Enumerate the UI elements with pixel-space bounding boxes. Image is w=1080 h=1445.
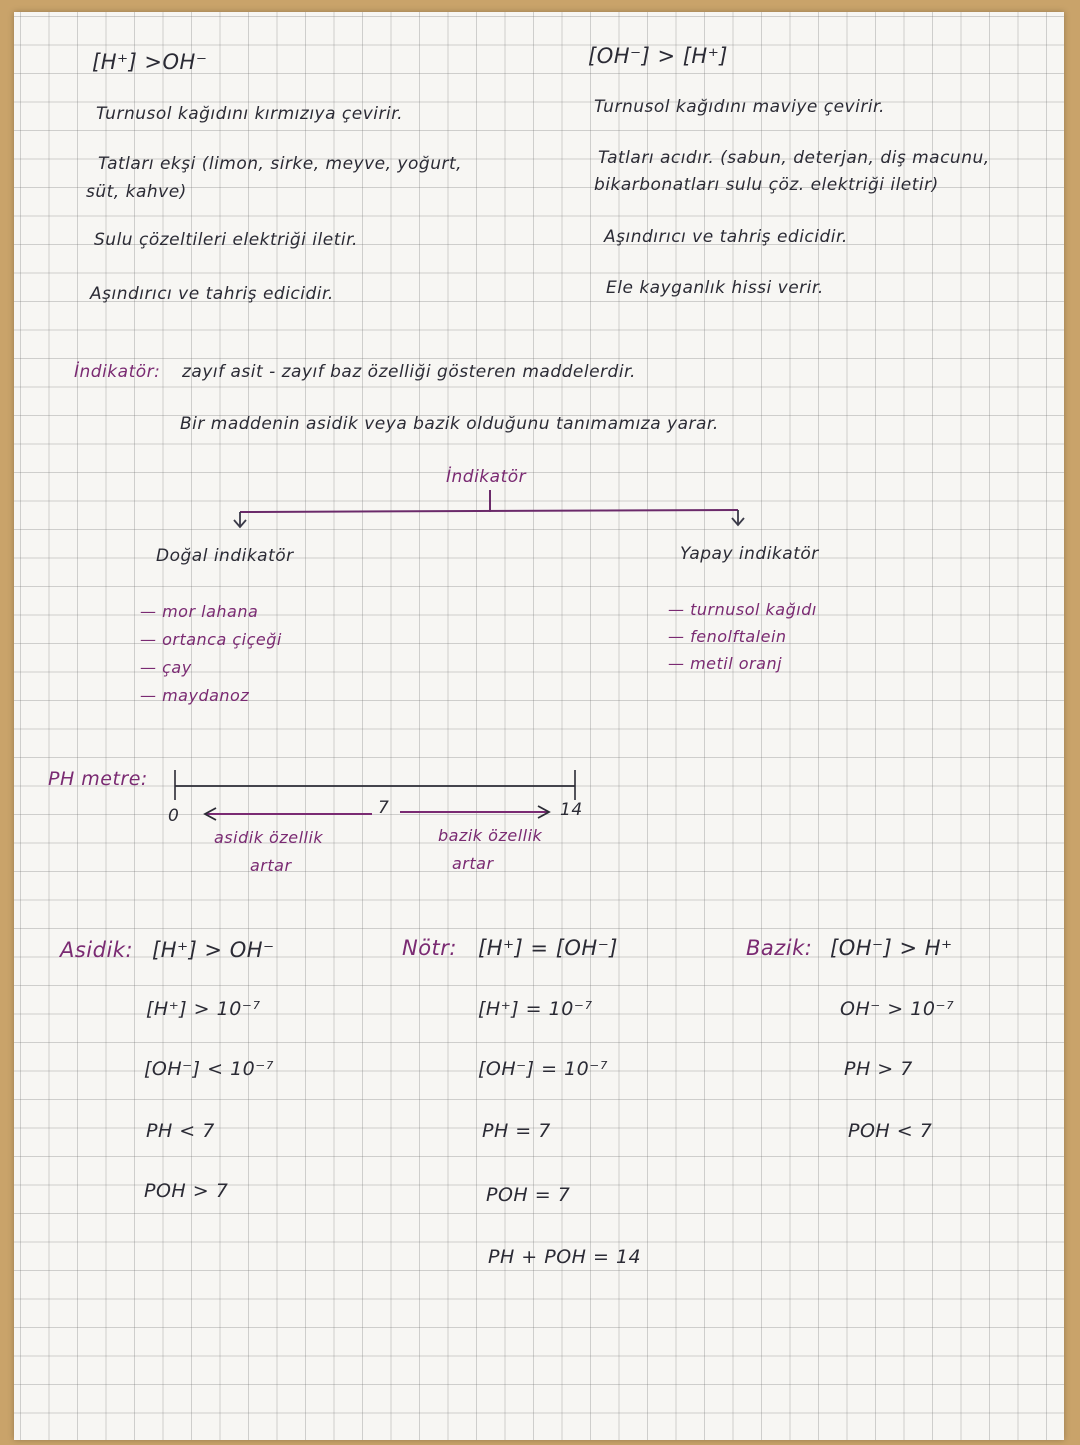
synthetic-indicator-item: — fenolftalein [668,627,787,646]
acidic-row-h: [H⁺] > 10⁻⁷ [146,998,261,1020]
base-prop-taste-1: Tatları acıdır. (sabun, deterjan, diş macunu, [598,148,990,168]
acid-prop-taste-1: Tatları ekşi (limon, sirke, meyve, yoğurt, [98,154,463,174]
neutral-row-oh: [OH⁻] = 10⁻⁷ [478,1058,608,1080]
base-formula: [OH⁻] > [H⁺] [588,44,728,68]
basic-row-poh: POH < 7 [848,1120,933,1142]
acid-prop-conductive: Sulu çözeltileri elektriği iletir. [94,230,358,250]
ph-tick-7-label: 7 [378,798,390,818]
natural-indicator-item: — mor lahana [140,602,259,621]
synthetic-indicator-item: — turnusol kağıdı [668,600,817,619]
synthetic-indicator-item: — metil oranj [668,654,783,673]
base-prop-corrosive: Aşındırıcı ve tahriş edicidir. [604,227,848,247]
acidic-row-oh: [OH⁻] < 10⁻⁷ [144,1058,274,1080]
acidic-row-poh: POH > 7 [144,1180,229,1202]
ph-meter-label: PH metre: [48,768,148,790]
natural-indicator-title: Doğal indikatör [156,546,294,566]
base-increase-label-2: artar [452,854,494,873]
ph-tick-0-label: 0 [168,806,180,826]
natural-indicator-item: — ortanca çiçeği [140,630,282,649]
neutral-row-ph: PH = 7 [482,1120,551,1142]
ph-tick-14-label: 14 [560,800,583,820]
acidic-title: Asidik: [60,938,134,962]
basic-title: Bazik: [746,936,813,960]
natural-indicator-item: — maydanoz [140,686,250,705]
neutral-title: Nötr: [402,936,457,960]
natural-indicator-item: — çay [140,658,192,677]
base-prop-slippery: Ele kayganlık hissi verir. [606,278,824,298]
basic-head: [OH⁻] > H⁺ [830,936,953,960]
acidic-head: [H⁺] > OH⁻ [152,938,275,962]
acid-increase-label-2: artar [250,856,292,875]
neutral-row-poh: POH = 7 [486,1184,571,1206]
acid-prop-litmus: Turnusol kağıdını kırmızıya çevirir. [96,104,404,124]
acidic-row-ph: PH < 7 [146,1120,215,1142]
tree-branch [240,510,738,512]
basic-row-oh: OH⁻ > 10⁻⁷ [840,998,955,1020]
neutral-row-h: [H⁺] = 10⁻⁷ [478,998,593,1020]
basic-row-ph: PH > 7 [844,1058,913,1080]
neutral-row-sum: PH + POH = 14 [488,1246,642,1268]
base-increase-label: bazik özellik [438,826,543,845]
base-prop-taste-2: bikarbonatları sulu çöz. elektriği iletir) [594,175,939,195]
indicator-definition-1: zayıf asit - zayıf baz özelliği gösteren maddelerdir. [182,362,636,382]
synthetic-indicator-title: Yapay indikatör [680,544,819,564]
acid-prop-corrosive: Aşındırıcı ve tahriş edicidir. [90,284,334,304]
indicator-label: İndikatör: [74,362,161,382]
acid-prop-taste-2: süt, kahve) [86,182,187,202]
base-prop-litmus: Turnusol kağıdını maviye çevirir. [594,97,885,117]
acid-formula: [H⁺] >OH⁻ [92,50,208,74]
indicator-tree-title: İndikatör [446,467,527,487]
acid-increase-label: asidik özellik [214,828,324,847]
indicator-definition-2: Bir maddenin asidik veya bazik olduğunu tanımamıza yarar. [180,414,719,434]
neutral-head: [H⁺] = [OH⁻] [478,936,618,960]
